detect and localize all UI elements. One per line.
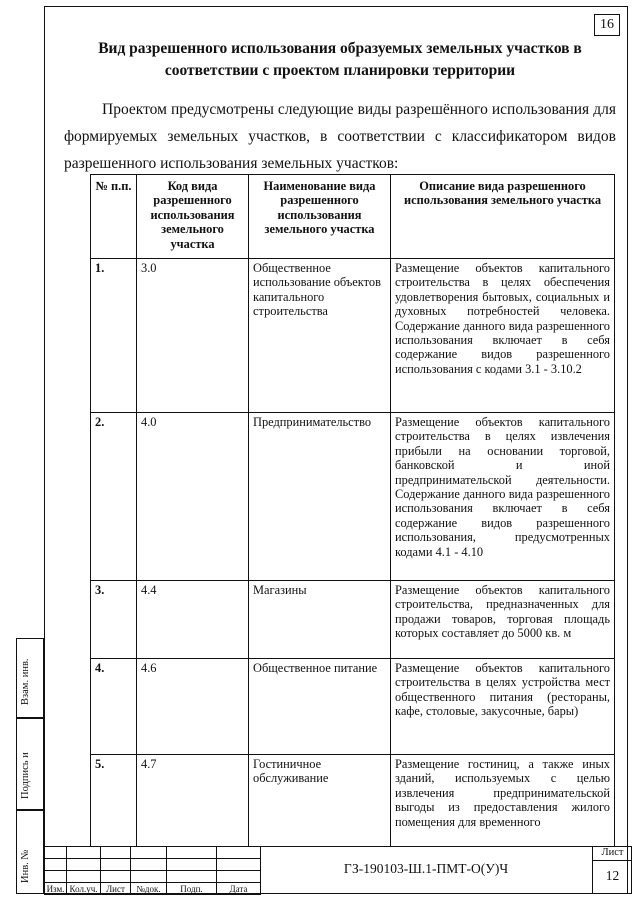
row-code: 4.7 — [137, 755, 249, 847]
row-desc: Размещение объектов капитального строительства в целях устройства мест общественного питания (рестораны, кафе, столовые, закусочные, бары) — [391, 659, 615, 755]
row-num: 1. — [91, 259, 137, 413]
row-num: 3. — [91, 581, 137, 659]
tb-col-koluch: Кол.уч. — [67, 883, 101, 895]
tb-col-podp: Подп. — [167, 883, 217, 895]
stamp-cell-inv — [16, 810, 44, 894]
row-desc: Размещение гостиниц, а также иных зданий, используемых с целью извлечения предпринимательской выгоды из предоставления жилого помещения для временного — [391, 755, 615, 847]
row-name: Магазины — [249, 581, 391, 659]
sheet-box — [592, 846, 632, 894]
intro-paragraph — [64, 96, 616, 177]
row-desc: Размещение объектов капитального строительства, предназначенных для продажи товаров, торговая площадь которых составляет до 5000 кв. м — [391, 581, 615, 659]
row-code: 4.0 — [137, 413, 249, 581]
row-name: Предпринимательство — [249, 413, 391, 581]
row-name: Общественное питание — [249, 659, 391, 755]
table-row — [91, 413, 615, 581]
row-name: Общественное использование объектов капитального строительства — [249, 259, 391, 413]
row-name: Гостиничное обслуживание — [249, 755, 391, 847]
stamp-label-vzam: Взам. инв. — [20, 658, 31, 705]
sheet-number: 12 — [605, 868, 620, 883]
header-code: Код вида разрешенного использования земельного участка — [137, 175, 249, 259]
tb-col-ndok: №док. — [131, 883, 167, 895]
table-row — [91, 581, 615, 659]
intro-text: Проектом предусмотрены следующие виды разрешённого использования для формируемых земельных участков, в соответствии с классификатором видов разрешенного использования земельных участков: — [64, 101, 616, 172]
tb-col-list: Лист — [101, 883, 131, 895]
land-use-table — [90, 174, 615, 847]
side-stamp — [16, 638, 44, 894]
row-desc: Размещение объектов капитального строительства в целях обеспечения удовлетворения бытовых, социальных и духовных потребностей человека. Содержание данного вида разрешенного использования включает в себя содержание видов разрешенного использования с кодами 3.1 - 3.10.2 — [391, 259, 615, 413]
title-block-code-area — [260, 846, 632, 894]
title-block-labels — [45, 883, 261, 895]
tb-col-data: Дата — [217, 883, 261, 895]
table-row — [91, 259, 615, 413]
row-num: 2. — [91, 413, 137, 581]
row-num: 4. — [91, 659, 137, 755]
stamp-cell-vzam — [16, 638, 44, 718]
sheet-label: Лист — [593, 846, 632, 861]
stamp-label-podpis: Подпись и — [20, 752, 31, 799]
stamp-cell-podpis — [16, 718, 44, 810]
header-num: № п.п. — [91, 175, 137, 259]
row-num: 5. — [91, 755, 137, 847]
stamp-label-inv: Инв. № — [20, 849, 31, 883]
title-block — [44, 846, 628, 894]
header-name: Наименование вида разрешенного использования земельного участка — [249, 175, 391, 259]
table-row — [91, 659, 615, 755]
section-title: Вид разрешенного использования образуемых земельных участков в соответствии с проектом планировки территории — [98, 40, 582, 79]
table-header-row — [91, 175, 615, 259]
document-code: ГЗ-190103-Ш.1-ПМТ-О(У)Ч — [343, 861, 509, 876]
row-code: 3.0 — [137, 259, 249, 413]
header-desc: Описание вида разрешенного использования земельного участка — [391, 175, 615, 259]
title-block-grid — [44, 846, 261, 895]
row-code: 4.6 — [137, 659, 249, 755]
row-desc: Размещение объектов капитального строительства в целях извлечения прибыли на основании торговой, банковской и иной предпринимательской деятельности. Содержание данного вида разрешенного использования включает в себя содержание видов разрешенного использования, предусмотренных кодами 4.1 - 4.10 — [391, 413, 615, 581]
page-number-top: 16 — [594, 14, 620, 36]
table-row — [91, 755, 615, 847]
tb-col-izm: Изм. — [45, 883, 67, 895]
row-code: 4.4 — [137, 581, 249, 659]
